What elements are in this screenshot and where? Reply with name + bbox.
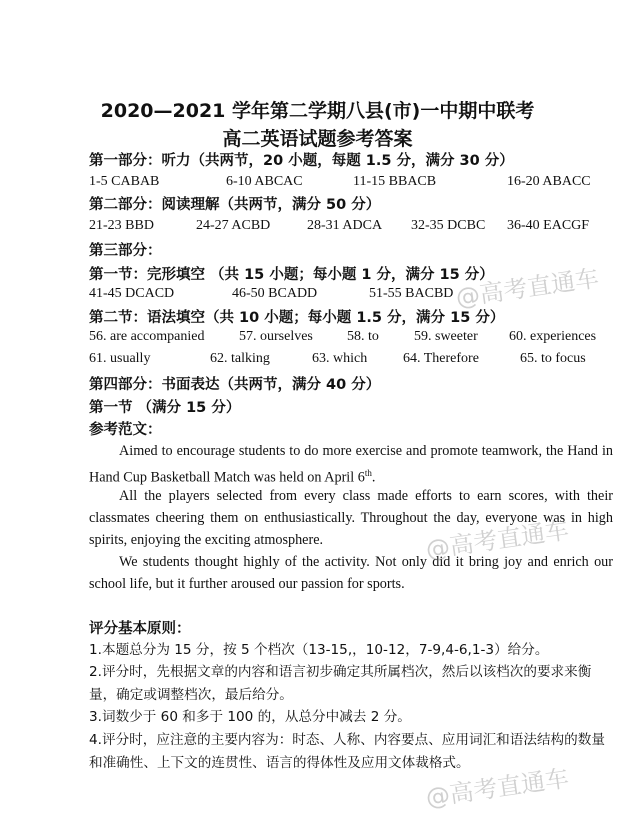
- watermark: @高考直通车: [454, 264, 601, 312]
- answer-item: 58. to: [347, 329, 379, 344]
- part1-heading: 第一部分：听力（共两节，20 小题，每题 1.5 分，满分 30 分）: [89, 153, 514, 169]
- part3-heading: 第三部分：: [89, 243, 162, 259]
- exam-subtitle: 高二英语试题参考答案: [222, 128, 413, 150]
- answer-item: 64. Therefore: [403, 351, 479, 366]
- part3-section2-heading: 第二节：语法填空（共 10 小题；每小题 1.5 分，满分 15 分）: [89, 310, 505, 326]
- watermark: @高考直通车: [424, 516, 571, 564]
- answer-group: 41-45 DCACD: [89, 286, 175, 301]
- watermark: @高考直通车: [424, 764, 571, 812]
- scoring-item-2: 2.评分时，先根据文章的内容和语言初步确定其所属档次，然后以该档次的要求来衡量，确定或调整档次，最后给分。: [89, 664, 592, 703]
- answer-item: 59. sweeter: [414, 329, 478, 344]
- essay-period: .: [371, 469, 376, 486]
- part3-section1-heading: 第一节：完形填空 （共 15 小题；每小题 1 分，满分 15 分）: [89, 267, 494, 283]
- answer-group: 16-20 ABACC: [507, 174, 591, 189]
- answer-group: 6-10 ABCAC: [226, 174, 303, 189]
- answer-item: 61. usually: [89, 351, 151, 366]
- answer-group: 36-40 EACGF: [507, 218, 590, 233]
- essay-text: We students thought highly of the activity. Not only did it bring joy and enrich our school life, but it further aroused our passion for sports.: [89, 554, 613, 592]
- scoring-heading: 评分基本原则：: [89, 621, 191, 637]
- answer-item: 65. to focus: [520, 351, 586, 366]
- part1-answers: [89, 174, 613, 192]
- essay-paragraph-3: [89, 551, 613, 595]
- answer-group: 51-55 BACBD: [369, 286, 454, 301]
- answer-group: 1-5 CABAB: [89, 174, 160, 189]
- exam-title: 2020—2021 学年第二学期八县(市)一中期中联考: [100, 100, 535, 122]
- answer-group: 46-50 BCADD: [232, 286, 318, 301]
- answer-item: 60. experiences: [509, 329, 597, 344]
- scoring-item-4: 4.评分时，应注意的主要内容为：时态、人称、内容要点、应用词汇和语法结构的数量和准确性、上下文的连贯性、语言的得体性及应用文体裁格式。: [89, 732, 605, 771]
- part2-answers: [89, 218, 613, 236]
- scoring-item-3: 3.词数少于 60 和多于 100 的，从总分中减去 2 分。: [89, 709, 411, 725]
- essay-paragraph-1: [89, 440, 613, 489]
- grammar-answers-row2: [89, 351, 613, 369]
- answer-group: 11-15 BBACB: [353, 174, 437, 189]
- answer-item: 62. talking: [210, 351, 270, 366]
- scoring-item-1: 1.本题总分为 15 分，按 5 个档次（13-15,，10-12，7-9,4-6,1-3）给分。: [89, 642, 549, 658]
- essay-text: Aimed to encourage students to do more exercise and promote teamwork, the Hand in Hand Cup Basketball Match was held on April 6: [89, 443, 613, 486]
- sample-essay-label: 参考范文：: [89, 422, 162, 438]
- part2-heading: 第二部分：阅读理解（共两节，满分 50 分）: [89, 197, 381, 213]
- grammar-answers-row1: [89, 329, 613, 347]
- answer-group: 24-27 ACBD: [196, 218, 271, 233]
- answer-group: 28-31 ADCA: [307, 218, 383, 233]
- essay-text: All the players selected from every class made efforts to earn scores, with their classmates cheering them on enthusiastically. Throughout the day, everyone was in high spirits, enjoying the exciting atmosphere.: [89, 488, 613, 548]
- answer-group: 21-23 BBD: [89, 218, 154, 233]
- answer-item: 57. ourselves: [239, 329, 313, 344]
- answer-group: 32-35 DCBC: [411, 218, 486, 233]
- answer-item: 56. are accompanied: [89, 329, 205, 344]
- part4-heading: 第四部分：书面表达（共两节，满分 40 分）: [89, 377, 381, 393]
- essay-superscript: th: [364, 468, 372, 478]
- part4-section1-heading: 第一节 （满分 15 分）: [89, 400, 241, 416]
- answer-item: 63. which: [312, 351, 368, 366]
